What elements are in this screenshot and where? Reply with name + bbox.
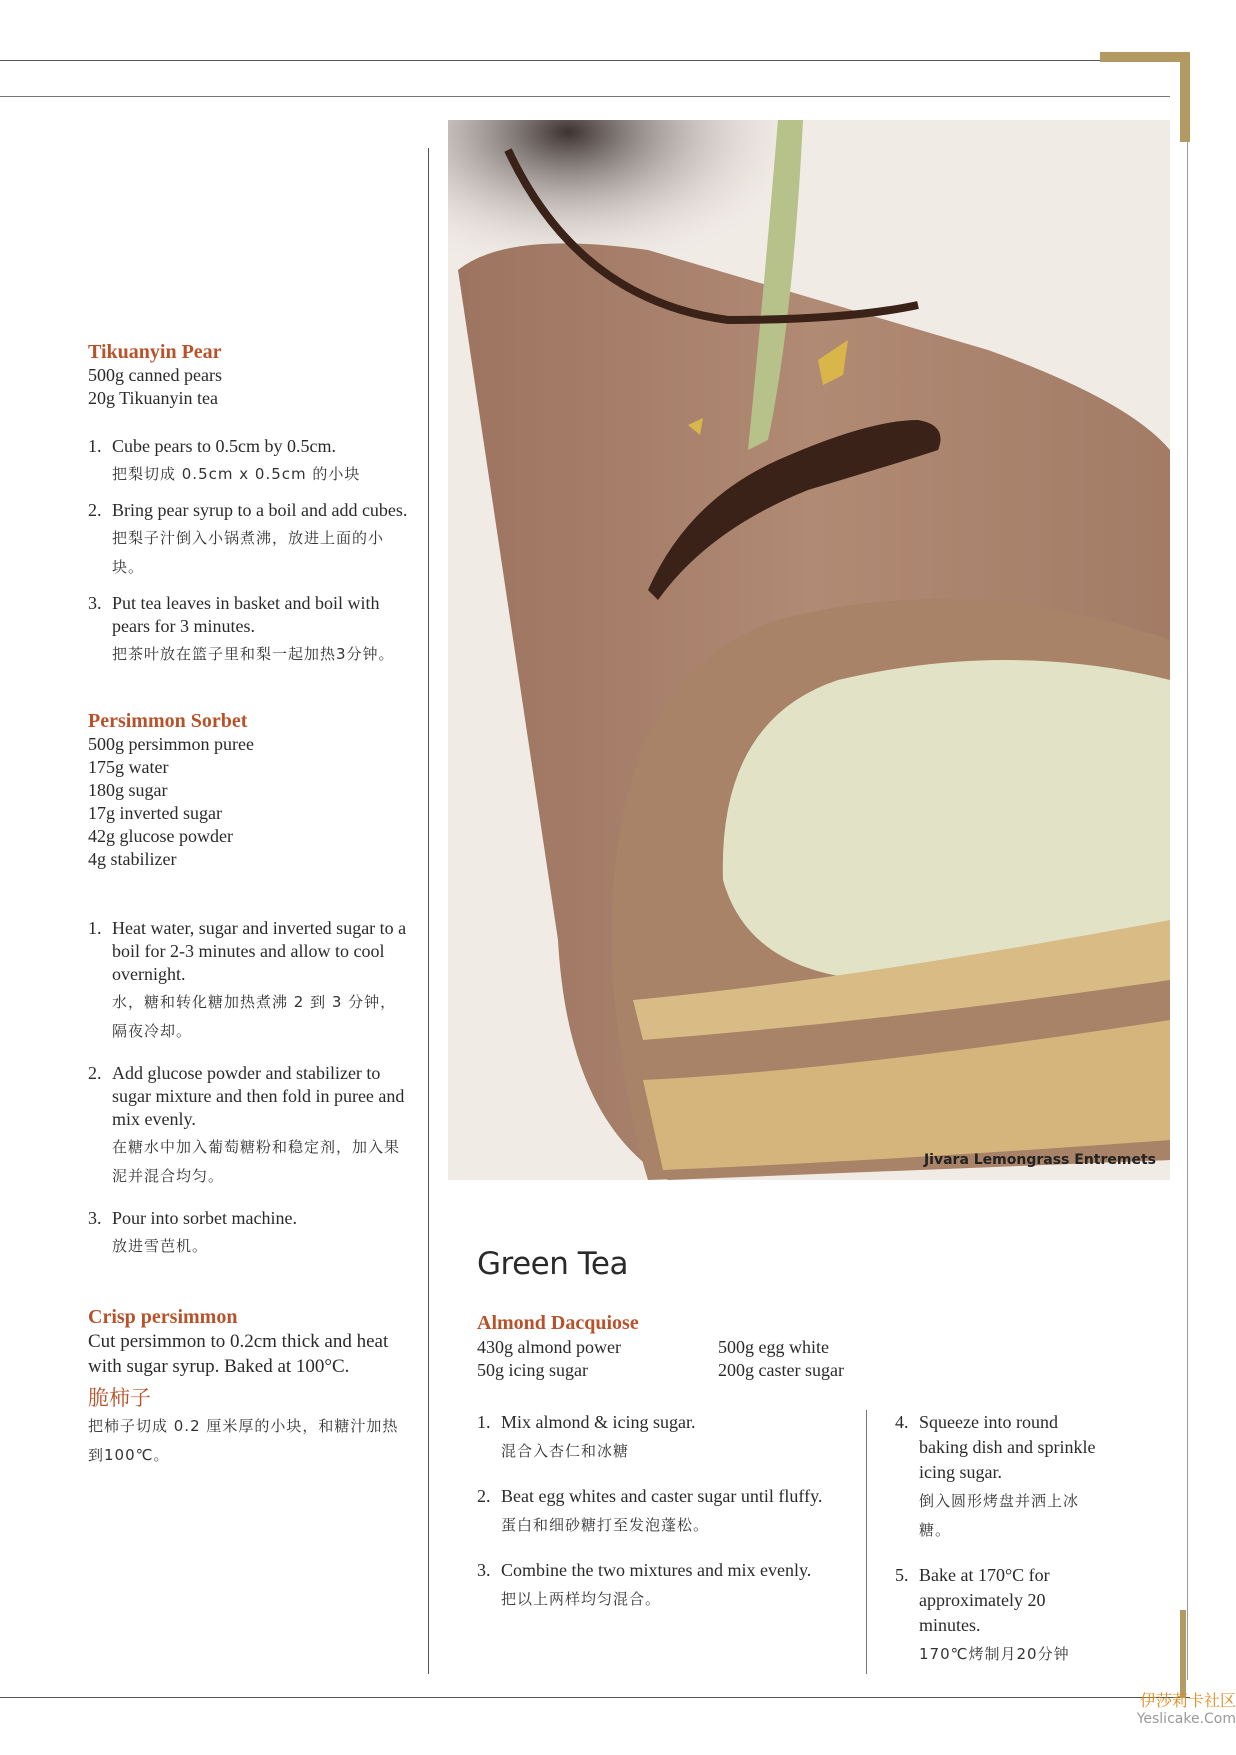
step-text-zh: 在糖水中加入葡萄糖粉和稳定剂，加入果泥并混合均匀。 [112, 1138, 401, 1185]
cake-photo [448, 120, 1170, 1180]
step [477, 1558, 847, 1614]
ingredient: 180g sugar [88, 780, 168, 800]
step-text-zh: 蛋白和细砂糖打至发泡蓬松。 [501, 1516, 710, 1534]
step-text-zh: 把梨切成 0.5cm x 0.5cm 的小块 [112, 465, 361, 483]
ingredient: 42g glucose powder [88, 826, 233, 846]
steps-divider [866, 1410, 867, 1674]
almond-dacquiose-title: Almond Dacquiose [477, 1312, 639, 1334]
step-text: Put tea leaves in basket and boil with pears for 3 minutes. [112, 593, 380, 636]
ingredient: 500g egg white [718, 1337, 829, 1357]
step [477, 1484, 847, 1540]
step-number: 2. [88, 1063, 102, 1083]
tikuanyin-steps [88, 435, 408, 669]
step-text-zh: 放进雪芭机。 [112, 1237, 209, 1255]
column-divider [428, 148, 429, 1674]
step [88, 1207, 408, 1261]
step-text-zh: 170℃烤制月20分钟 [919, 1645, 1070, 1663]
step-number: 1. [477, 1412, 491, 1432]
step-text-zh: 把梨子汁倒入小锅煮沸，放进上面的小块。 [112, 529, 385, 576]
ingredient: 200g caster sugar [718, 1360, 844, 1380]
step-text: Add glucose powder and stabilizer to sugar mixture and then fold in puree and mix evenly. [112, 1063, 405, 1129]
ingredient: 50g icing sugar [477, 1360, 588, 1380]
watermark-line-1: 伊莎莉卡社区 [1139, 1691, 1236, 1710]
step-text: Pour into sorbet machine. [112, 1208, 297, 1228]
ingredient: 430g almond power [477, 1337, 621, 1357]
step-number: 2. [477, 1486, 491, 1506]
ingredient: 17g inverted sugar [88, 803, 222, 823]
top-rule [0, 60, 1190, 61]
step-number: 4. [895, 1412, 909, 1432]
step-text: Squeeze into round baking dish and sprinkle icing sugar. [919, 1412, 1096, 1482]
ingredients-col-2 [718, 1336, 918, 1382]
step-text: Cube pears to 0.5cm by 0.5cm. [112, 436, 336, 456]
step-text-zh: 水，糖和转化糖加热煮沸 2 到 3 分钟，隔夜冷却。 [112, 993, 397, 1040]
step [88, 917, 408, 1046]
step-text: Heat water, sugar and inverted sugar to a boil for 2-3 minutes and allow to cool overnight. [112, 918, 407, 984]
ingredient: 175g water [88, 757, 169, 777]
step [895, 1410, 1105, 1545]
step-number: 5. [895, 1565, 909, 1585]
tikuanyin-title: Tikuanyin Pear [88, 341, 222, 363]
step-number: 3. [477, 1560, 491, 1580]
crisp-title: Crisp persimmon [88, 1306, 238, 1328]
step [88, 1062, 408, 1191]
green-tea-steps-left [477, 1410, 847, 1614]
step-number: 2. [88, 500, 102, 520]
step-text: Mix almond & icing sugar. [501, 1412, 696, 1432]
left-column [88, 340, 408, 1470]
step-number: 3. [88, 1208, 102, 1228]
ingredient: 20g Tikuanyin tea [88, 388, 219, 408]
crisp-text-zh: 把柿子切成 0.2 厘米厚的小块，和糖汁加热到100℃。 [88, 1417, 399, 1464]
step-text: Beat egg whites and caster sugar until fluffy. [501, 1486, 823, 1506]
cake-illustration [448, 120, 1170, 1180]
crisp-text: Cut persimmon to 0.2cm thick and heat with sugar syrup. Baked at 100°C. [88, 1331, 389, 1377]
sorbet-title: Persimmon Sorbet [88, 710, 248, 732]
step-text-zh: 倒入圆形烤盘并洒上冰糖。 [919, 1492, 1080, 1539]
ingredient: 500g canned pears [88, 365, 222, 385]
bottom-rule [0, 1697, 1190, 1698]
step-text: Combine the two mixtures and mix evenly. [501, 1560, 812, 1580]
gold-side-bar [1180, 1610, 1186, 1698]
photo-caption: Jivara Lemongrass Entremets [923, 1152, 1156, 1168]
step [895, 1563, 1105, 1669]
step [88, 592, 408, 669]
top-rule-inner [0, 96, 1170, 97]
green-tea-steps-right [895, 1410, 1105, 1669]
step-text-zh: 把茶叶放在篮子里和梨一起加热3分钟。 [112, 645, 395, 663]
ingredient: 4g stabilizer [88, 849, 177, 869]
ingredient: 500g persimmon puree [88, 734, 254, 754]
step-number: 1. [88, 436, 102, 456]
step-text: Bring pear syrup to a boil and add cubes. [112, 500, 408, 520]
watermark [1090, 1688, 1236, 1727]
step-text-zh: 把以上两样均匀混合。 [501, 1590, 662, 1608]
step [88, 435, 408, 489]
crisp-title-zh: 脆柿子 [88, 1386, 151, 1410]
step-number: 1. [88, 918, 102, 938]
green-tea-heading: Green Tea [477, 1246, 628, 1282]
step [88, 499, 408, 582]
step [477, 1410, 847, 1466]
watermark-line-2: Yeslicake.Com [1136, 1711, 1236, 1727]
right-rule [1187, 60, 1188, 1680]
step-number: 3. [88, 593, 102, 613]
step-text: Bake at 170°C for approximately 20 minutes. [919, 1565, 1050, 1635]
step-text-zh: 混合入杏仁和冰糖 [501, 1442, 630, 1460]
sorbet-steps [88, 917, 408, 1261]
